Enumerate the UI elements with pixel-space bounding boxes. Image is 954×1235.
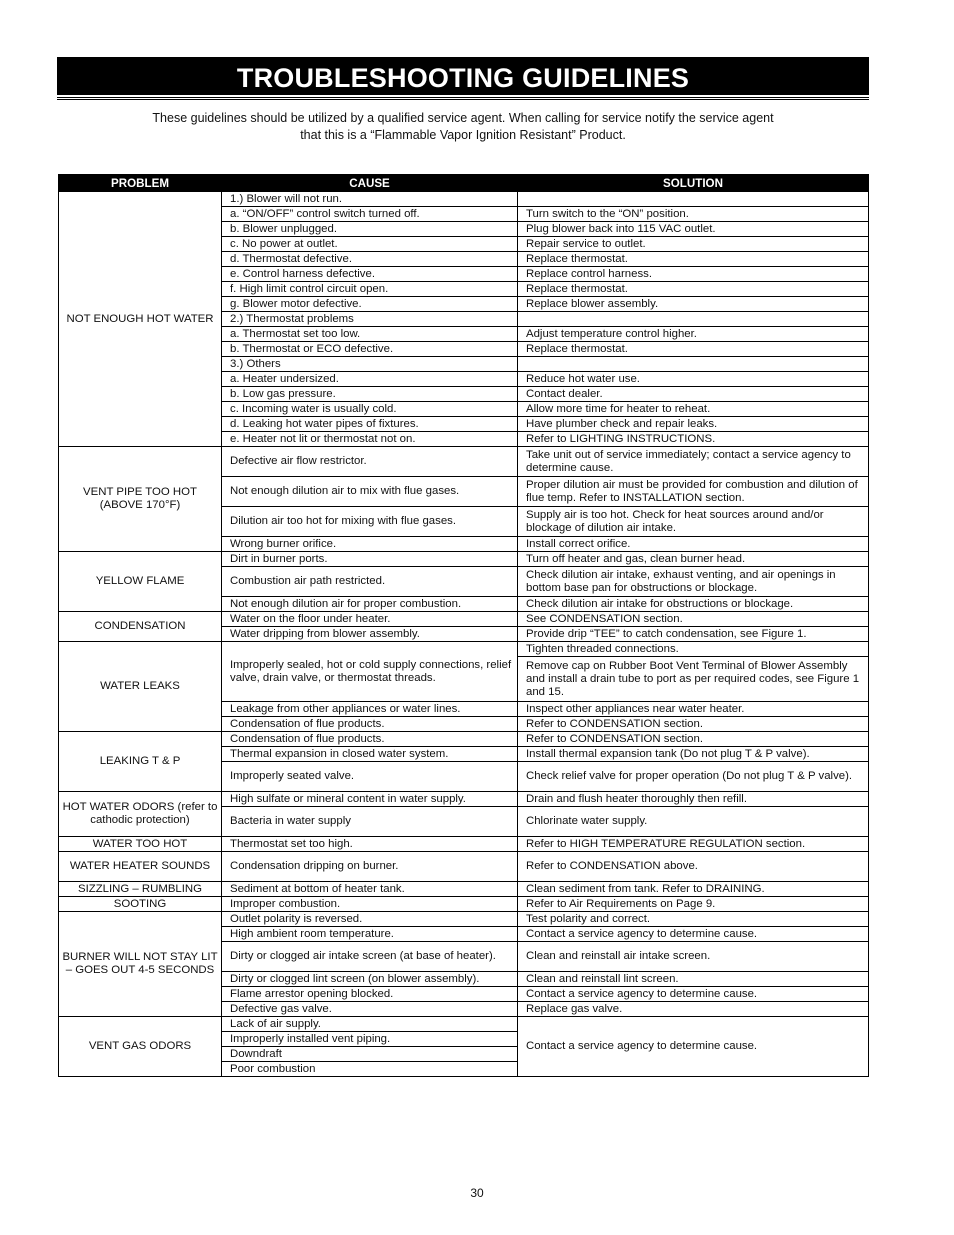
cause-cell: b. Blower unplugged. [222, 222, 518, 237]
solution-cell: Refer to LIGHTING INSTRUCTIONS. [518, 432, 869, 447]
solution-cell: Have plumber check and repair leaks. [518, 417, 869, 432]
cause-cell: Improperly installed vent piping. [222, 1032, 518, 1047]
solution-cell: Clean and reinstall lint screen. [518, 972, 869, 987]
table-row [59, 612, 869, 627]
cause-cell: f. High limit control circuit open. [222, 282, 518, 297]
solution-cell: Turn off heater and gas, clean burner head. [518, 552, 869, 567]
solution-cell: Clean sediment from tank. Refer to DRAINING. [518, 882, 869, 897]
solution-cell: Replace thermostat. [518, 252, 869, 267]
solution-cell: Check dilution air intake, exhaust venting, and air openings in bottom base pan for obstructions or blockage. [518, 567, 869, 597]
solution-cell: Tighten threaded connections. [518, 642, 869, 657]
problem-cell: LEAKING T & P [59, 732, 222, 792]
solution-cell: Proper dilution air must be provided for combustion and dilution of flue temp. Refer to INSTALLATION section. [518, 477, 869, 507]
cause-cell: Leakage from other appliances or water lines. [222, 702, 518, 717]
cause-cell: Defective air flow restrictor. [222, 447, 518, 477]
header-cause: CAUSE [222, 175, 518, 192]
cause-cell: Lack of air supply. [222, 1017, 518, 1032]
solution-cell: Refer to Air Requirements on Page 9. [518, 897, 869, 912]
cause-cell: d. Thermostat defective. [222, 252, 518, 267]
table-row [59, 447, 869, 477]
cause-cell: b. Low gas pressure. [222, 387, 518, 402]
solution-cell: Install thermal expansion tank (Do not plug T & P valve). [518, 747, 869, 762]
solution-cell: Chlorinate water supply. [518, 807, 869, 837]
title-bar [57, 57, 869, 95]
cause-cell: Bacteria in water supply [222, 807, 518, 837]
cause-cell: Downdraft [222, 1047, 518, 1062]
cause-cell: Condensation of flue products. [222, 717, 518, 732]
problem-cell: NOT ENOUGH HOT WATER [59, 192, 222, 447]
solution-cell: Contact dealer. [518, 387, 869, 402]
cause-cell: Outlet polarity is reversed. [222, 912, 518, 927]
solution-cell: Replace blower assembly. [518, 297, 869, 312]
cause-cell: Dilution air too hot for mixing with flue gases. [222, 507, 518, 537]
solution-cell: Refer to HIGH TEMPERATURE REGULATION section. [518, 837, 869, 852]
header-problem: PROBLEM [59, 175, 222, 192]
cause-cell: Not enough dilution air for proper combustion. [222, 597, 518, 612]
cause-cell: Dirty or clogged lint screen (on blower assembly). [222, 972, 518, 987]
table-row [59, 852, 869, 882]
cause-cell: e. Control harness defective. [222, 267, 518, 282]
solution-cell: Supply air is too hot. Check for heat sources around and/or blockage of dilution air intake. [518, 507, 869, 537]
cause-cell: Improperly seated valve. [222, 762, 518, 792]
solution-cell: Contact a service agency to determine cause. [518, 927, 869, 942]
solution-cell: Contact a service agency to determine cause. [518, 987, 869, 1002]
cause-cell: b. Thermostat or ECO defective. [222, 342, 518, 357]
header-solution: SOLUTION [518, 175, 869, 192]
problem-cell: WATER TOO HOT [59, 837, 222, 852]
table-row [59, 912, 869, 927]
solution-cell: Remove cap on Rubber Boot Vent Terminal of Blower Assembly and install a drain tube to port as per required codes, see Figure 1 and 15. [518, 657, 869, 702]
solution-cell: Refer to CONDENSATION section. [518, 732, 869, 747]
solution-cell: Refer to CONDENSATION above. [518, 852, 869, 882]
problem-cell: VENT PIPE TOO HOT (ABOVE 170°F) [59, 447, 222, 552]
solution-cell: Provide drip “TEE” to catch condensation, see Figure 1. [518, 627, 869, 642]
cause-cell: Sediment at bottom of heater tank. [222, 882, 518, 897]
solution-cell: Replace gas valve. [518, 1002, 869, 1017]
table-row [59, 882, 869, 897]
problem-cell: HOT WATER ODORS (refer to cathodic protection) [59, 792, 222, 837]
cause-cell: 3.) Others [222, 357, 518, 372]
cause-cell: Condensation of flue products. [222, 732, 518, 747]
table-body [59, 192, 869, 1077]
solution-cell: Check relief valve for proper operation (Do not plug T & P valve). [518, 762, 869, 792]
cause-cell: 1.) Blower will not run. [222, 192, 518, 207]
cause-cell: Poor combustion [222, 1062, 518, 1077]
solution-cell: Reduce hot water use. [518, 372, 869, 387]
solution-cell: Allow more time for heater to reheat. [518, 402, 869, 417]
table-row [59, 837, 869, 852]
table-row [59, 192, 869, 207]
cause-cell: c. Incoming water is usually cold. [222, 402, 518, 417]
problem-cell: SOOTING [59, 897, 222, 912]
solution-cell: Clean and reinstall air intake screen. [518, 942, 869, 972]
solution-cell [518, 192, 869, 207]
solution-cell: Replace control harness. [518, 267, 869, 282]
solution-cell: Turn switch to the “ON” position. [518, 207, 869, 222]
cause-cell: Water dripping from blower assembly. [222, 627, 518, 642]
table-row [59, 1017, 869, 1032]
cause-cell: d. Leaking hot water pipes of fixtures. [222, 417, 518, 432]
solution-cell: Replace thermostat. [518, 282, 869, 297]
solution-cell: Take unit out of service immediately; contact a service agency to determine cause. [518, 447, 869, 477]
cause-cell: Improper combustion. [222, 897, 518, 912]
intro-line: that this is a “Flammable Vapor Ignition Resistant” Product. [300, 128, 626, 142]
cause-cell: Condensation dripping on burner. [222, 852, 518, 882]
cause-cell: a. Heater undersized. [222, 372, 518, 387]
cause-cell: Flame arrestor opening blocked. [222, 987, 518, 1002]
solution-cell: Test polarity and correct. [518, 912, 869, 927]
cause-cell: g. Blower motor defective. [222, 297, 518, 312]
table-row [59, 897, 869, 912]
intro-line: These guidelines should be utilized by a qualified service agent. When calling for service notify the service agent [152, 111, 774, 125]
cause-cell: Combustion air path restricted. [222, 567, 518, 597]
solution-cell: See CONDENSATION section. [518, 612, 869, 627]
cause-cell: Dirty or clogged air intake screen (at base of heater). [222, 942, 518, 972]
solution-cell: Refer to CONDENSATION section. [518, 717, 869, 732]
solution-cell [518, 357, 869, 372]
cause-cell: a. “ON/OFF” control switch turned off. [222, 207, 518, 222]
problem-cell: SIZZLING – RUMBLING [59, 882, 222, 897]
problem-cell: WATER LEAKS [59, 642, 222, 732]
cause-cell: a. Thermostat set too low. [222, 327, 518, 342]
page-number: 30 [470, 1186, 484, 1200]
solution-cell: Check dilution air intake for obstructions or blockage. [518, 597, 869, 612]
solution-cell: Inspect other appliances near water heater. [518, 702, 869, 717]
title-rule [57, 99, 869, 100]
cause-cell: Dirt in burner ports. [222, 552, 518, 567]
cause-cell: c. No power at outlet. [222, 237, 518, 252]
problem-cell: YELLOW FLAME [59, 552, 222, 612]
problem-cell: BURNER WILL NOT STAY LIT – GOES OUT 4-5 SECONDS [59, 912, 222, 1017]
problem-cell: WATER HEATER SOUNDS [59, 852, 222, 882]
cause-cell: Water on the floor under heater. [222, 612, 518, 627]
solution-cell: Replace thermostat. [518, 342, 869, 357]
cause-cell: High ambient room temperature. [222, 927, 518, 942]
solution-cell: Install correct orifice. [518, 537, 869, 552]
cause-cell: 2.) Thermostat problems [222, 312, 518, 327]
solution-cell: Contact a service agency to determine cause. [518, 1017, 869, 1077]
table-row [59, 552, 869, 567]
cause-cell: Thermostat set too high. [222, 837, 518, 852]
problem-cell: CONDENSATION [59, 612, 222, 642]
troubleshooting-table [58, 174, 869, 1077]
cause-cell: Defective gas valve. [222, 1002, 518, 1017]
cause-cell: Wrong burner orifice. [222, 537, 518, 552]
cause-cell: High sulfate or mineral content in water supply. [222, 792, 518, 807]
cause-cell: Thermal expansion in closed water system. [222, 747, 518, 762]
solution-cell: Adjust temperature control higher. [518, 327, 869, 342]
page-title: TROUBLESHOOTING GUIDELINES [236, 63, 690, 93]
problem-cell: VENT GAS ODORS [59, 1017, 222, 1077]
solution-cell: Plug blower back into 115 VAC outlet. [518, 222, 869, 237]
cause-cell: e. Heater not lit or thermostat not on. [222, 432, 518, 447]
intro-text [57, 110, 869, 144]
table-row [59, 642, 869, 657]
cause-cell: Improperly sealed, hot or cold supply connections, relief valve, drain valve, or thermostat threads. [222, 642, 518, 702]
table-header-row [59, 175, 869, 192]
solution-cell: Repair service to outlet. [518, 237, 869, 252]
cause-cell: Not enough dilution air to mix with flue gases. [222, 477, 518, 507]
table-row [59, 792, 869, 807]
solution-cell [518, 312, 869, 327]
solution-cell: Drain and flush heater thoroughly then refill. [518, 792, 869, 807]
title-rule [57, 97, 869, 98]
table-row [59, 732, 869, 747]
